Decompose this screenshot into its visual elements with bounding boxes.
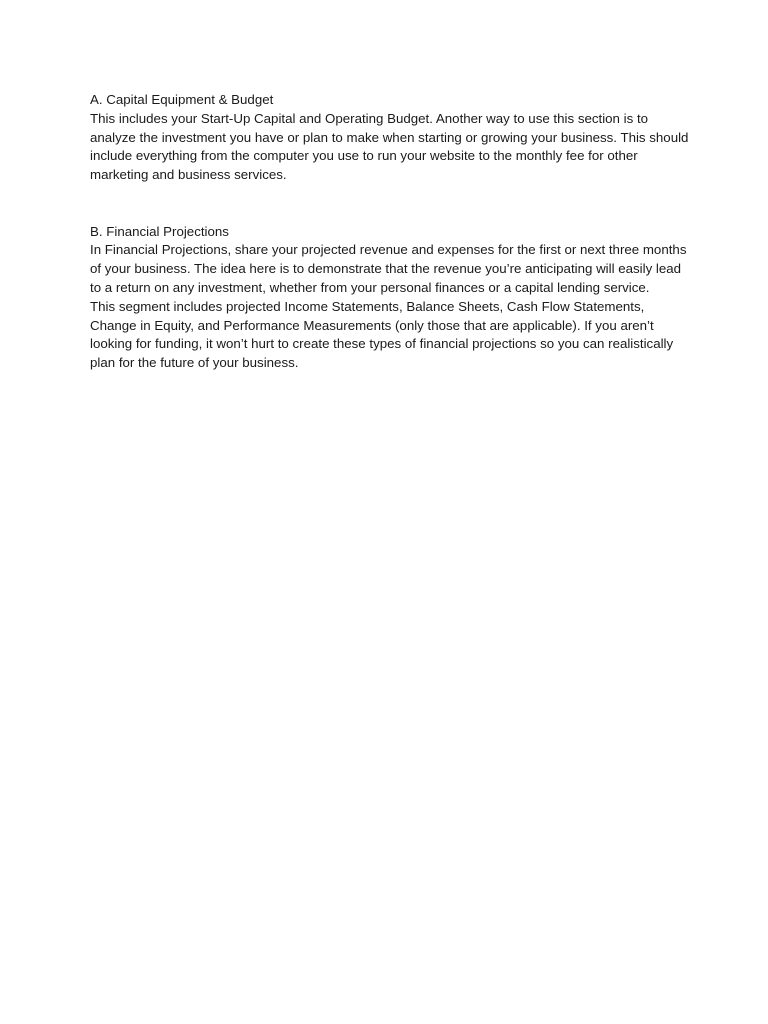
section-a-paragraph: This includes your Start-Up Capital and Operating Budget. Another way to use this section is to analyze the investment you have or plan to make when starting or growing your business. This should include everything from the computer you use to run your website to the monthly fee for other marketing and business services. — [90, 110, 689, 183]
section-a-heading: A. Capital Equipment & Budget — [90, 92, 274, 107]
section-divider-space — [90, 185, 690, 223]
document-body — [90, 91, 690, 373]
section-b-paragraph-1: In Financial Projections, share your projected revenue and expenses for the first or next three months of your business. The idea here is to demonstrate that the revenue you’re anticipating will easily lead to a return on any investment, whether from your personal finances or a capital lending service. — [90, 242, 687, 295]
section-b-paragraph-2: This segment includes projected Income Statements, Balance Sheets, Cash Flow Statements, Change in Equity, and Performance Measurements (only those that are applicable). If you aren’t looking for funding, it won’t hurt to create these types of financial projections so you can realistically plan for the future of your business. — [90, 298, 674, 371]
section-b-heading: B. Financial Projections — [90, 223, 229, 239]
